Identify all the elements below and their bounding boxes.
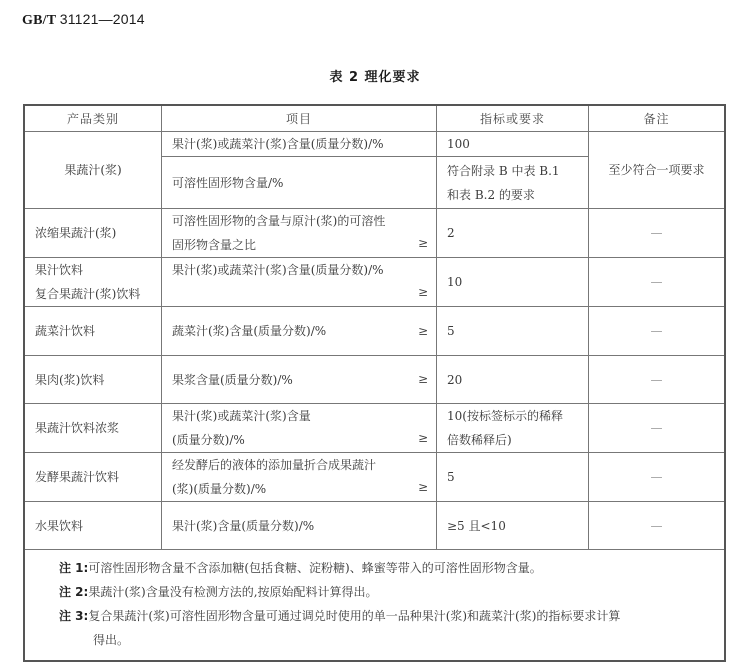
remark-cell: — bbox=[589, 453, 726, 502]
standard-code bbox=[22, 11, 145, 29]
note-3 bbox=[25, 604, 724, 628]
greater-equal-symbol: ≥ bbox=[417, 480, 428, 494]
table-header-row bbox=[24, 105, 725, 132]
value-line: 10(按标签标示的稀释 bbox=[447, 409, 563, 423]
standard-number: 31121—2014 bbox=[59, 11, 145, 27]
greater-equal-symbol: ≥ bbox=[417, 372, 428, 386]
item-cell bbox=[162, 404, 437, 453]
note-label: 注 2: bbox=[59, 585, 89, 599]
greater-equal-symbol: ≥ bbox=[417, 431, 428, 445]
table-row bbox=[24, 502, 725, 550]
item-line: 果汁(浆)或蔬菜汁(浆)含量 bbox=[172, 409, 311, 423]
item-cell bbox=[162, 307, 437, 356]
item-cell bbox=[162, 356, 437, 404]
category-cell: 发酵果蔬汁饮料 bbox=[24, 453, 162, 502]
note-3-continuation: 得出。 bbox=[93, 633, 130, 647]
item-cell: 可溶性固形物含量/% bbox=[162, 157, 437, 209]
table-row bbox=[24, 307, 725, 356]
category-cell: 浓缩果蔬汁(浆) bbox=[24, 209, 162, 258]
requirements-table bbox=[23, 104, 726, 662]
value-line: 符合附录 B 中表 B.1 bbox=[447, 163, 560, 178]
category-line: 复合果蔬汁(浆)饮料 bbox=[35, 287, 141, 301]
table-row bbox=[24, 209, 725, 258]
category-cell: 果肉(浆)饮料 bbox=[24, 356, 162, 404]
standard-prefix: GB/T bbox=[22, 13, 57, 28]
remark-cell: — bbox=[589, 404, 726, 453]
table-row bbox=[24, 258, 725, 307]
item-line: (质量分数)/% bbox=[172, 433, 245, 447]
item-line: (浆)(质量分数)/% bbox=[172, 482, 267, 496]
category-cell: 果蔬汁(浆) bbox=[24, 132, 162, 209]
remark-cell: — bbox=[589, 356, 726, 404]
category-cell: 水果饮料 bbox=[24, 502, 162, 550]
column-header-category: 产品类别 bbox=[24, 105, 162, 132]
value-cell: 5 bbox=[437, 307, 589, 356]
item-cell bbox=[162, 453, 437, 502]
value-cell: 20 bbox=[437, 356, 589, 404]
value-cell: 2 bbox=[437, 209, 589, 258]
note-text: 复合果蔬汁(浆)可溶性固形物含量可通过调兑时使用的单一品种果汁(浆)和蔬菜汁(浆)的指标要求计算 bbox=[88, 609, 621, 623]
notes-cell bbox=[24, 550, 725, 662]
column-header-value: 指标或要求 bbox=[437, 105, 589, 132]
remark-cell: — bbox=[589, 258, 726, 307]
notes-row bbox=[24, 550, 725, 662]
value-line: 倍数稀释后) bbox=[447, 433, 512, 447]
category-cell bbox=[24, 258, 162, 307]
item-text: 蔬菜汁(浆)含量(质量分数)/% bbox=[172, 324, 327, 338]
value-line: 和表 B.2 的要求 bbox=[447, 187, 535, 202]
table-row bbox=[24, 453, 725, 502]
remark-cell: 至少符合一项要求 bbox=[589, 132, 726, 209]
remark-cell: — bbox=[589, 209, 726, 258]
table-row bbox=[24, 356, 725, 404]
remark-cell: — bbox=[589, 307, 726, 356]
item-cell bbox=[162, 209, 437, 258]
value-cell bbox=[437, 404, 589, 453]
category-cell: 果蔬汁饮料浓浆 bbox=[24, 404, 162, 453]
category-cell: 蔬菜汁饮料 bbox=[24, 307, 162, 356]
table-row bbox=[24, 404, 725, 453]
value-cell bbox=[437, 157, 589, 209]
greater-equal-symbol: ≥ bbox=[417, 324, 428, 338]
remark-cell: — bbox=[589, 502, 726, 550]
column-header-remark: 备注 bbox=[589, 105, 726, 132]
item-cell: 果汁(浆)含量(质量分数)/% bbox=[162, 502, 437, 550]
note-2 bbox=[25, 580, 724, 604]
item-cell: 果汁(浆)或蔬菜汁(浆)含量(质量分数)/% bbox=[162, 132, 437, 157]
item-line: 固形物含量之比 bbox=[172, 238, 257, 252]
item-line: 果汁(浆)或蔬菜汁(浆)含量(质量分数)/% bbox=[172, 263, 384, 277]
value-cell: 10 bbox=[437, 258, 589, 307]
note-1 bbox=[25, 556, 724, 580]
item-text: 果浆含量(质量分数)/% bbox=[172, 372, 293, 387]
note-label: 注 1: bbox=[59, 561, 89, 575]
note-text: 果蔬汁(浆)含量没有检测方法的,按原始配料计算得出。 bbox=[88, 585, 378, 599]
value-cell: 5 bbox=[437, 453, 589, 502]
column-header-item: 项目 bbox=[162, 105, 437, 132]
greater-equal-symbol: ≥ bbox=[417, 285, 428, 299]
category-line: 果汁饮料 bbox=[35, 263, 84, 277]
table-row bbox=[24, 132, 725, 157]
item-line: 可溶性固形物的含量与原汁(浆)的可溶性 bbox=[172, 214, 386, 228]
note-text: 可溶性固形物含量不含添加糖(包括食糖、淀粉糖)、蜂蜜等带入的可溶性固形物含量。 bbox=[88, 561, 542, 575]
value-cell: ≥5 且<10 bbox=[437, 502, 589, 550]
item-cell bbox=[162, 258, 437, 307]
note-label: 注 3: bbox=[59, 609, 89, 623]
greater-equal-symbol: ≥ bbox=[417, 236, 428, 250]
item-line: 经发酵后的液体的添加量折合成果蔬汁 bbox=[172, 458, 377, 472]
table-title: 表 2 理化要求 bbox=[329, 70, 421, 85]
value-cell: 100 bbox=[437, 132, 589, 157]
